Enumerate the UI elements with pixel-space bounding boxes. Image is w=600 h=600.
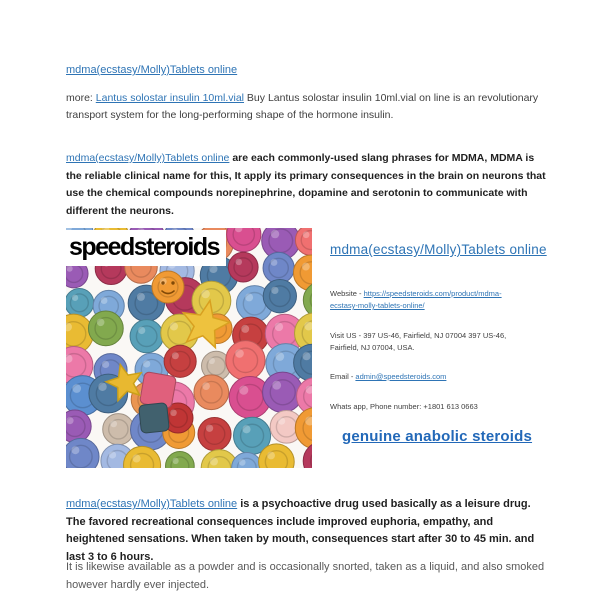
link-genuine-anabolic-steroids[interactable]: genuine anabolic steroids	[342, 428, 533, 445]
sidebar-address	[330, 330, 522, 354]
link-mdma-tablets-sidebar-title[interactable]: mdma(ecstasy/Molly)Tablets online	[330, 242, 547, 257]
website-label: Website -	[330, 289, 364, 298]
paragraph-psychoactive-text: is a psychoactive drug used basically as a leisure drug. The favored recreational consequences include improved euphoria, empathy, and heightened sensations. When taken by mouth, consequences start after 30 to 45 min. and last 3 to 6 hours.	[66, 498, 535, 563]
paragraph-insulin	[66, 90, 550, 124]
paragraph-psychoactive	[66, 496, 550, 566]
email-label: Email -	[330, 372, 356, 381]
sidebar-website-row	[330, 288, 522, 312]
link-email[interactable]: admin@speedsteroids.com	[355, 372, 447, 381]
link-lantus-insulin[interactable]: Lantus solostar insulin 10ml.vial	[95, 92, 245, 104]
link-product-url[interactable]: https://speedsteroids.com/product/mdma-ecstasy-molly-tablets-online/	[330, 289, 502, 310]
link-mdma-tablets-top[interactable]: mdma(ecstasy/Molly)Tablets online	[66, 64, 238, 76]
sidebar-email-row	[330, 371, 522, 383]
paragraph-powder	[66, 558, 550, 594]
link-mdma-tablets-slang[interactable]: mdma(ecstasy/Molly)Tablets online	[66, 152, 230, 164]
sidebar-phone	[330, 401, 522, 413]
paragraph-insulin-text: Buy Lantus solostar insulin 10ml.vial on line is an revolutionary transport system for the long-performing shape of the hormone insulin.	[66, 92, 539, 121]
paragraph-mdma-slang	[66, 150, 550, 220]
link-mdma-tablets-bottom[interactable]: mdma(ecstasy/Molly)Tablets online	[66, 498, 238, 510]
paragraph-mdma-slang-text: are each commonly-used slang phrases for MDMA, MDMA is the reliable clinical name for this, It apply its primary consequences in the brain on neurons that use the chemical compounds norepinephrine, dopamine and serotonin to communicate with different the neurons.	[66, 152, 546, 217]
pills-image	[66, 228, 312, 468]
speedsteroids-watermark-text: speedsteroids	[69, 233, 220, 261]
phone-text: Whats app, Phone number: +1801 613 0663	[330, 402, 478, 411]
speedsteroids-watermark	[66, 230, 226, 266]
paragraph-insulin-prefix: more:	[66, 92, 96, 104]
paragraph-powder-text: It is likewise available as a powder and is occasionally snorted, taken as a liquid, and also smoked however hardly ever injected.	[66, 561, 545, 591]
address-text: Visit US - 397 US-46, Fairfield, NJ 07004 397 US-46, Fairfield, NJ 07004, USA.	[330, 331, 507, 352]
